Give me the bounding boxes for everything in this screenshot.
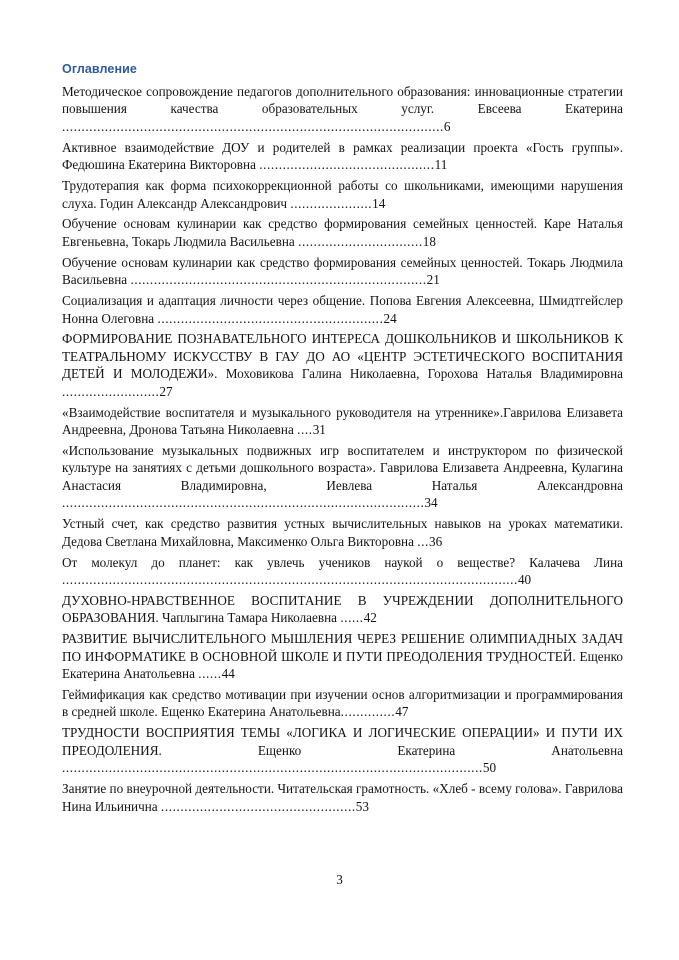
toc-entry[interactable] [62, 292, 623, 327]
toc-entry-leader: .............. [340, 704, 396, 720]
table-of-contents [62, 83, 623, 815]
toc-entry-leader: ............................................................................ [130, 272, 427, 288]
toc-entry[interactable] [62, 215, 623, 250]
toc-entry-leader: ..................... [290, 195, 373, 211]
toc-entry-leader: .......................................................... [157, 310, 384, 326]
toc-entry-page: 53 [355, 798, 369, 814]
toc-entry-page: 42 [363, 610, 377, 626]
toc-entry[interactable] [62, 724, 623, 776]
toc-entry-title: ФОРМИРОВАНИЕ ПОЗНАВАТЕЛЬНОГО ИНТЕРЕСА ДОШКОЛЬНИКОВ И ШКОЛЬНИКОВ К ТЕАТРАЛЬНОМУ ИСКУССТВУ В ГАУ ДО АО «ЦЕНТР ЭСТЕТИЧЕСКОГО ВОСПИТАНИЯ ДЕТЕЙ И МОЛОДЕЖИ». Моховикова Галина Николаевна, Горохова Наталья Владимировна [62, 331, 623, 382]
toc-entry[interactable] [62, 515, 623, 550]
toc-entry-title: Активное взаимодействие ДОУ и родителей в рамках реализации проекта «Гость группы». Федюшина Екатерина Викторовна [62, 139, 623, 173]
toc-entry-leader: ..................................................................................................................... [62, 571, 518, 587]
toc-entry-leader: .................................................................................................. [62, 118, 444, 134]
toc-entry[interactable] [62, 83, 623, 135]
toc-entry[interactable] [62, 686, 623, 721]
toc-entry-title: Занятие по внеурочной деятельности. Читательская грамотность. «Хлеб - всему голова». Гаврилова Нина Ильинична [62, 781, 623, 814]
toc-entry[interactable] [62, 404, 623, 439]
toc-entry-page: 6 [443, 118, 451, 134]
toc-entry-title: Методическое сопровождение педагогов дополнительного образования: инновационные стратегии повышения качества образовательных услуг. Евсеева Екатерина [62, 84, 623, 117]
toc-entry-leader: ...... [340, 610, 364, 626]
toc-entry-title: От молекул до планет: как увлечь учеников наукой о веществе? Калачева Лина [62, 554, 623, 570]
toc-entry-page: 34 [424, 495, 438, 511]
toc-entry-leader: ................................ [298, 233, 423, 249]
toc-entry-leader: ............................................................................................. [62, 495, 425, 511]
toc-entry-title: РАЗВИТИЕ ВЫЧИСЛИТЕЛЬНОГО МЫШЛЕНИЯ ЧЕРЕЗ РЕШЕНИЕ ОЛИМПИАДНЫХ ЗАДАЧ ПО ИНФОРМАТИКЕ В ОСНОВНОЙ ШКОЛЕ И ПУТИ ПРЕОДОЛЕНИЯ ТРУДНОСТЕЙ. Ещенко Екатерина Анатольевна [62, 631, 623, 682]
toc-entry-page: 24 [383, 310, 397, 326]
toc-entry-leader: ...... [198, 666, 222, 682]
toc-entry-page: 36 [428, 533, 443, 549]
toc-entry-page: 44 [221, 666, 235, 682]
toc-entry[interactable] [62, 442, 623, 512]
toc-entry-page: 18 [422, 233, 436, 249]
toc-entry[interactable] [62, 554, 623, 589]
toc-entry-title: Социализация и адаптация личности через общение. Попова Евгения Алексеевна, Шмидтгейслер Нонна Олеговна [62, 293, 623, 326]
toc-entry[interactable] [62, 177, 623, 212]
toc-entry-leader: ......................... [62, 383, 160, 399]
toc-entry-title: Трудотерапия как форма психокоррекционной работы со школьниками, имеющими нарушения слуха. Годин Александр Александрович [62, 178, 623, 211]
toc-entry-page: 40 [517, 571, 532, 587]
toc-entry-leader: .................................................. [160, 798, 356, 814]
toc-entry-title: ДУХОВНО-НРАВСТВЕННОЕ ВОСПИТАНИЕ В УЧРЕЖДЕНИИ ДОПОЛНИТЕЛЬНОГО ОБРАЗОВАНИЯ. Чаплыгина Тамара Николаевна [62, 592, 623, 626]
toc-entry-title: «Использование музыкальных подвижных игр воспитателем и инструктором по физической культуре на занятиях с детьми дошкольного возраста». Гаврилова Елизавета Андреевна, Кулагина Анастасия Владимировна, Иевлева Наталья Александровна [62, 443, 623, 493]
toc-entry[interactable] [62, 330, 623, 400]
page-title: Оглавление [62, 62, 137, 76]
toc-entry-page: 31 [312, 422, 326, 438]
toc-entry[interactable] [62, 139, 623, 174]
toc-entry-page: 14 [372, 195, 386, 211]
toc-entry-page: 11 [434, 157, 448, 173]
toc-entry[interactable] [62, 780, 623, 815]
toc-entry-leader: .... [297, 422, 313, 438]
toc-entry-title: «Взаимодействие воспитателя и музыкального руководителя на утреннике».Гаврилова Елизавета Андреевна, Дронова Татьяна Николаевна [62, 404, 623, 438]
toc-entry-leader: ............................................................................................................ [62, 760, 483, 776]
toc-entry[interactable] [62, 630, 623, 682]
toc-entry-title: Геймификация как средство мотивации при изучении основ алгоритмизации и программирования в средней школе. Ещенко Екатерина Анатольевна [62, 687, 623, 720]
toc-entry-title: Устный счет, как средство развития устных вычислительных навыков на уроках математики. Дедова Светлана Михайловна, Максименко Ольга Викторовна [62, 516, 623, 549]
toc-entry-page: 21 [426, 272, 440, 288]
toc-entry-page: 27 [159, 383, 173, 399]
toc-entry-leader: ............................................. [259, 157, 435, 173]
toc-entry[interactable] [62, 592, 623, 627]
toc-entry-leader: ... [417, 533, 429, 549]
toc-entry-page: 47 [395, 704, 409, 720]
page-number: 3 [336, 872, 343, 887]
toc-entry[interactable] [62, 254, 623, 289]
toc-entry-page: 50 [482, 760, 497, 776]
toc-entry-title: ТРУДНОСТИ ВОСПРИЯТИЯ ТЕМЫ «ЛОГИКА И ЛОГИЧЕСКИЕ ОПЕРАЦИИ» И ПУТИ ИХ ПРЕОДОЛЕНИЯ. Ещенко Екатерина Анатольевна [62, 725, 623, 758]
toc-entry-title: Обучение основам кулинарии как средство формирования семейных ценностей. Каре Наталья Евгеньевна, Токарь Людмила Васильевна [62, 216, 623, 249]
toc-entry-title: Обучение основам кулинарии как средство формирования семейных ценностей. Токарь Людмила Васильевна [62, 254, 623, 288]
